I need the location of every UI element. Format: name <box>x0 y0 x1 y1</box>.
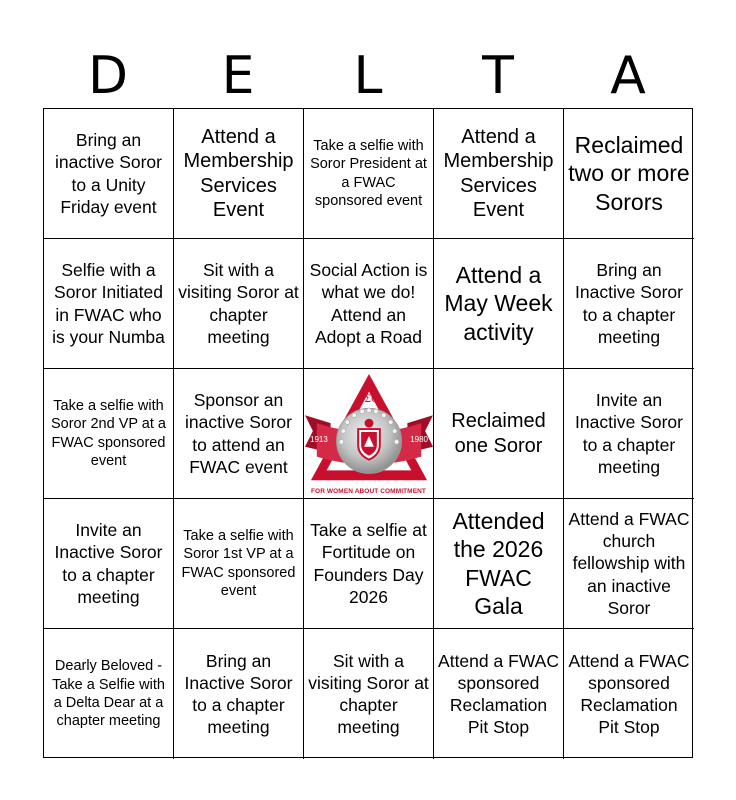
cell-text: Bring an Inactive Soror to a chapter meeting <box>184 650 293 738</box>
bingo-cell[interactable] <box>564 239 694 369</box>
cell-text: Selfie with a Soror Initiated in FWAC who is your Numba <box>52 260 165 347</box>
cell-text: Sponsor an inactive Soror to attend an FWAC event <box>185 390 292 477</box>
bingo-cell[interactable] <box>304 629 434 759</box>
bingo-cell[interactable] <box>174 239 304 369</box>
bingo-board <box>43 108 693 758</box>
bingo-cell[interactable] <box>174 109 304 239</box>
cell-text: Take a selfie with Soror President at a FWAC sponsored event <box>310 137 427 209</box>
bingo-cell[interactable] <box>434 109 564 239</box>
year-right: 1980 <box>410 435 428 444</box>
bingo-cell[interactable] <box>304 499 434 629</box>
bingo-cell[interactable] <box>174 629 304 759</box>
cell-text: Sit with a visiting Soror at chapter meeting <box>178 260 299 347</box>
cell-text: Take a selfie with Soror 2nd VP at a FWAC sponsored event <box>50 397 166 469</box>
cell-text: Take a selfie at Fortitude on Founders Day 2026 <box>310 520 427 607</box>
cell-text: Social Action is what we do! Attend an Adopt a Road <box>309 260 428 347</box>
cell-text: Invite an Inactive Soror to a chapter meeting <box>575 390 683 477</box>
header-letter-a: A <box>610 46 646 106</box>
bingo-header <box>43 44 693 108</box>
delta-crest-icon <box>305 370 433 498</box>
bingo-cell[interactable] <box>434 499 564 629</box>
bingo-cell[interactable] <box>564 369 694 499</box>
bingo-cell[interactable] <box>44 629 174 759</box>
cell-text: Invite an Inactive Soror to a chapter meeting <box>54 520 163 607</box>
motto-text: FOR WOMEN ABOUT COMMITMENT <box>304 488 433 496</box>
bingo-cell[interactable] <box>564 499 694 629</box>
cell-text: Take a selfie with Soror 1st VP at a FWAC sponsored event <box>181 527 296 599</box>
header-letter-d: D <box>87 46 129 106</box>
bingo-cell[interactable] <box>44 369 174 499</box>
bingo-cell[interactable] <box>44 239 174 369</box>
bingo-cell[interactable] <box>174 369 304 499</box>
bingo-cell[interactable] <box>434 629 564 759</box>
cell-text: Dearly Beloved -Take a Selfie with a Delta Dear at a chapter meeting <box>52 658 165 730</box>
header-letter-t: T <box>482 46 514 106</box>
cell-text: Bring an inactive Soror to a Unity Friday event <box>55 130 162 217</box>
bingo-cell[interactable] <box>434 239 564 369</box>
header-letter-e: E <box>221 46 255 106</box>
bingo-cell[interactable] <box>174 499 304 629</box>
cell-text: Attend a FWAC sponsored Reclamation Pit Stop <box>438 650 559 738</box>
cell-text: Attend a FWAC church fellowship with an inactive Soror <box>568 508 690 618</box>
cell-text: Attend a FWAC sponsored Reclamation Pit Stop <box>568 650 690 738</box>
bingo-cell[interactable] <box>304 109 434 239</box>
cell-text: Bring an Inactive Soror to a chapter meeting <box>575 260 683 347</box>
bingo-cell[interactable] <box>564 629 694 759</box>
cell-text: Attended the 2026 FWAC Gala <box>452 507 545 619</box>
header-letter-l: L <box>353 46 383 106</box>
year-left: 1913 <box>310 435 328 444</box>
bingo-cell[interactable] <box>44 499 174 629</box>
crest-helmet <box>364 418 373 427</box>
bingo-cell[interactable] <box>304 239 434 369</box>
cell-text: Attend a Membership Services Event <box>183 125 294 221</box>
cell-text: Attend a May Week activity <box>444 261 553 345</box>
greek-letters: ΔΣΘ <box>356 394 380 405</box>
bingo-cell[interactable] <box>564 109 694 239</box>
cell-text: Reclaimed one Soror <box>451 410 546 457</box>
bingo-cell[interactable] <box>44 109 174 239</box>
cell-text: Sit with a visiting Soror at chapter meeting <box>308 650 429 738</box>
bingo-cell[interactable] <box>434 369 564 499</box>
cell-text: Attend a Membership Services Event <box>443 125 554 221</box>
cell-text: Reclaimed two or more Sorors <box>568 131 690 215</box>
free-space[interactable] <box>304 369 434 499</box>
